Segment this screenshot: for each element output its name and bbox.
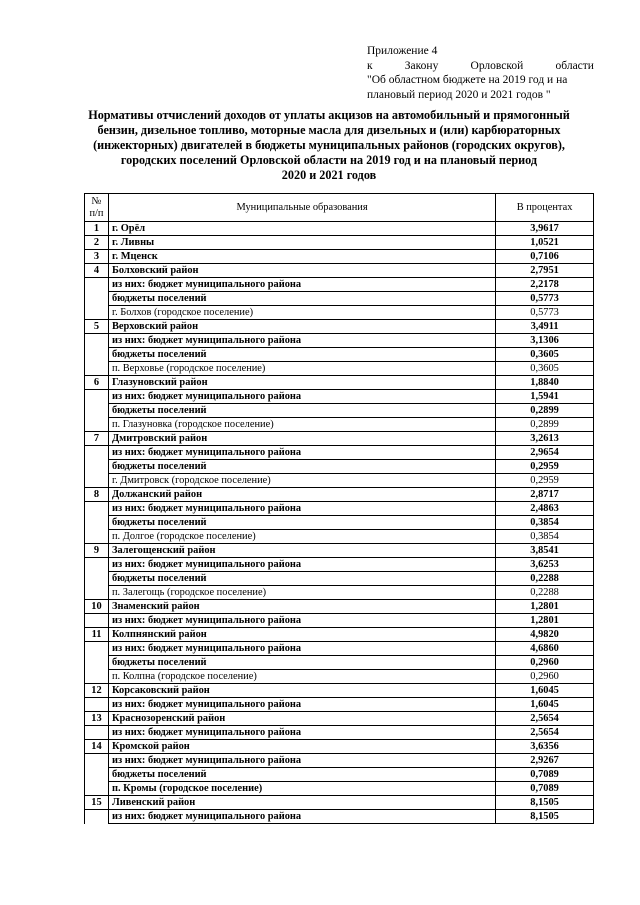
table-row bbox=[85, 782, 594, 796]
table-row bbox=[85, 488, 594, 502]
table-row bbox=[85, 292, 594, 306]
row-number: 11 bbox=[85, 628, 109, 642]
row-number: 12 bbox=[85, 684, 109, 698]
table-header-row bbox=[85, 194, 594, 222]
table-row bbox=[85, 404, 594, 418]
row-number bbox=[85, 404, 109, 418]
municipality-name: Должанский район bbox=[108, 488, 495, 502]
table-row bbox=[85, 740, 594, 754]
percent-value: 1,8840 bbox=[496, 376, 594, 390]
row-number bbox=[85, 642, 109, 656]
table-row bbox=[85, 446, 594, 460]
row-number: 9 bbox=[85, 544, 109, 558]
row-number bbox=[85, 278, 109, 292]
title-line-1: Нормативы отчислений доходов от уплаты акцизов на автомобильный и прямогонный bbox=[88, 108, 570, 122]
percent-value: 0,2959 bbox=[496, 474, 594, 488]
table-row bbox=[85, 810, 594, 824]
municipality-name: из них: бюджет муниципального района bbox=[108, 810, 495, 824]
title-line-2: бензин, дизельное топливо, моторные масла для дизельных и (или) карбюраторных bbox=[97, 123, 561, 137]
percent-value: 2,8717 bbox=[496, 488, 594, 502]
table-row bbox=[85, 768, 594, 782]
table-row bbox=[85, 334, 594, 348]
row-number bbox=[85, 586, 109, 600]
municipality-name: Колпнянский район bbox=[108, 628, 495, 642]
header-number bbox=[85, 194, 109, 222]
municipality-name: бюджеты поселений bbox=[108, 292, 495, 306]
table-row bbox=[85, 418, 594, 432]
table-row bbox=[85, 698, 594, 712]
municipality-name: из них: бюджет муниципального района bbox=[108, 446, 495, 460]
row-number bbox=[85, 754, 109, 768]
row-number bbox=[85, 362, 109, 376]
law-title-line-1: "Об областном бюджете на 2019 год и на bbox=[367, 74, 568, 86]
header-municipality: Муниципальные образования bbox=[108, 194, 495, 222]
table-row bbox=[85, 516, 594, 530]
municipality-name: г. Орёл bbox=[108, 222, 495, 236]
law-title-line-2: плановый период 2020 и 2021 годов " bbox=[367, 88, 551, 101]
municipality-name: из них: бюджет муниципального района bbox=[108, 698, 495, 712]
municipality-name: г. Ливны bbox=[108, 236, 495, 250]
percent-value: 2,5654 bbox=[496, 726, 594, 740]
table-row bbox=[85, 726, 594, 740]
percent-value: 0,2288 bbox=[496, 586, 594, 600]
table-row bbox=[85, 628, 594, 642]
municipality-name: из них: бюджет муниципального района bbox=[108, 726, 495, 740]
percent-value: 8,1505 bbox=[496, 810, 594, 824]
percent-value: 3,6253 bbox=[496, 558, 594, 572]
row-number: 15 bbox=[85, 796, 109, 810]
percent-value: 0,2960 bbox=[496, 656, 594, 670]
municipality-name: из них: бюджет муниципального района bbox=[108, 754, 495, 768]
table-row bbox=[85, 754, 594, 768]
percent-value: 3,4911 bbox=[496, 320, 594, 334]
table-row bbox=[85, 544, 594, 558]
title-line-5: 2020 и 2021 годов bbox=[281, 168, 377, 182]
header-number-line-1: № bbox=[91, 195, 102, 207]
municipality-name: Кромской район bbox=[108, 740, 495, 754]
row-number bbox=[85, 656, 109, 670]
percent-value: 0,2959 bbox=[496, 460, 594, 474]
row-number bbox=[85, 418, 109, 432]
percent-value: 0,5773 bbox=[496, 306, 594, 320]
header-number-line-2: п/п bbox=[89, 207, 104, 219]
municipality-name: Дмитровский район bbox=[108, 432, 495, 446]
table-row bbox=[85, 348, 594, 362]
municipality-name: бюджеты поселений bbox=[108, 404, 495, 418]
municipality-name: п. Залегощь (городское поселение) bbox=[108, 586, 495, 600]
percent-value: 3,1306 bbox=[496, 334, 594, 348]
row-number bbox=[85, 348, 109, 362]
law-word-2: Закону bbox=[404, 59, 439, 72]
municipality-name: из них: бюджет муниципального района bbox=[108, 334, 495, 348]
row-number: 7 bbox=[85, 432, 109, 446]
row-number bbox=[85, 390, 109, 404]
municipality-name: п. Долгое (городское поселение) bbox=[108, 530, 495, 544]
percent-value: 2,9654 bbox=[496, 446, 594, 460]
percent-value: 1,6045 bbox=[496, 684, 594, 698]
row-number: 6 bbox=[85, 376, 109, 390]
row-number bbox=[85, 502, 109, 516]
row-number bbox=[85, 460, 109, 474]
percent-value: 0,3605 bbox=[496, 362, 594, 376]
norms-table bbox=[84, 193, 594, 824]
row-number bbox=[85, 334, 109, 348]
law-word-4: области bbox=[555, 59, 594, 72]
row-number bbox=[85, 572, 109, 586]
table-row bbox=[85, 278, 594, 292]
table-row bbox=[85, 572, 594, 586]
table-row bbox=[85, 712, 594, 726]
percent-value: 2,5654 bbox=[496, 712, 594, 726]
municipality-name: бюджеты поселений bbox=[108, 460, 495, 474]
row-number bbox=[85, 530, 109, 544]
percent-value: 2,7951 bbox=[496, 264, 594, 278]
title-line-3: (инжекторных) двигателей в бюджеты муниципальных районов (городских округов), bbox=[93, 138, 565, 152]
municipality-name: из них: бюджет муниципального района bbox=[108, 614, 495, 628]
municipality-name: Ливенский район bbox=[108, 796, 495, 810]
municipality-name: бюджеты поселений bbox=[108, 348, 495, 362]
row-number bbox=[85, 782, 109, 796]
table-row bbox=[85, 264, 594, 278]
municipality-name: Верховский район bbox=[108, 320, 495, 334]
row-number bbox=[85, 768, 109, 782]
table-row bbox=[85, 390, 594, 404]
municipality-name: Краснозоренский район bbox=[108, 712, 495, 726]
percent-value: 0,5773 bbox=[496, 292, 594, 306]
percent-value: 0,7089 bbox=[496, 782, 594, 796]
title-line-4: городских поселений Орловской области на 2019 год и на плановый период bbox=[120, 153, 538, 167]
law-word-1: к bbox=[367, 59, 373, 72]
municipality-name: п. Колпна (городское поселение) bbox=[108, 670, 495, 684]
table-row bbox=[85, 600, 594, 614]
law-reference bbox=[367, 59, 594, 74]
table-row bbox=[85, 502, 594, 516]
table-row bbox=[85, 656, 594, 670]
row-number bbox=[85, 670, 109, 684]
row-number bbox=[85, 810, 109, 824]
municipality-name: Глазуновский район bbox=[108, 376, 495, 390]
percent-value: 0,2960 bbox=[496, 670, 594, 684]
row-number bbox=[85, 558, 109, 572]
percent-value: 0,7106 bbox=[496, 250, 594, 264]
table-row bbox=[85, 474, 594, 488]
municipality-name: из них: бюджет муниципального района bbox=[108, 502, 495, 516]
appendix-reference bbox=[367, 44, 594, 102]
percent-value: 1,5941 bbox=[496, 390, 594, 404]
municipality-name: п. Кромы (городское поселение) bbox=[108, 782, 495, 796]
percent-value: 1,2801 bbox=[496, 600, 594, 614]
row-number: 3 bbox=[85, 250, 109, 264]
row-number bbox=[85, 474, 109, 488]
row-number: 4 bbox=[85, 264, 109, 278]
table-row bbox=[85, 236, 594, 250]
row-number bbox=[85, 614, 109, 628]
row-number bbox=[85, 726, 109, 740]
municipality-name: Знаменский район bbox=[108, 600, 495, 614]
table-row bbox=[85, 320, 594, 334]
percent-value: 0,3854 bbox=[496, 530, 594, 544]
municipality-name: г. Мценск bbox=[108, 250, 495, 264]
row-number: 13 bbox=[85, 712, 109, 726]
row-number: 2 bbox=[85, 236, 109, 250]
municipality-name: г. Дмитровск (городское поселение) bbox=[108, 474, 495, 488]
municipality-name: п. Глазуновка (городское поселение) bbox=[108, 418, 495, 432]
table-row bbox=[85, 558, 594, 572]
percent-value: 4,6860 bbox=[496, 642, 594, 656]
row-number: 10 bbox=[85, 600, 109, 614]
table-row bbox=[85, 460, 594, 474]
municipality-name: п. Верховье (городское поселение) bbox=[108, 362, 495, 376]
percent-value: 3,8541 bbox=[496, 544, 594, 558]
percent-value: 0,7089 bbox=[496, 768, 594, 782]
table-row bbox=[85, 250, 594, 264]
percent-value: 2,2178 bbox=[496, 278, 594, 292]
percent-value: 3,2613 bbox=[496, 432, 594, 446]
municipality-name: Корсаковский район bbox=[108, 684, 495, 698]
percent-value: 2,4863 bbox=[496, 502, 594, 516]
percent-value: 0,3854 bbox=[496, 516, 594, 530]
row-number: 14 bbox=[85, 740, 109, 754]
row-number bbox=[85, 698, 109, 712]
percent-value: 3,9617 bbox=[496, 222, 594, 236]
table-row bbox=[85, 306, 594, 320]
table-row bbox=[85, 432, 594, 446]
table-row bbox=[85, 684, 594, 698]
percent-value: 0,2899 bbox=[496, 418, 594, 432]
percent-value: 2,9267 bbox=[496, 754, 594, 768]
law-word-3: Орловской bbox=[470, 59, 524, 72]
percent-value: 1,2801 bbox=[496, 614, 594, 628]
table-row bbox=[85, 530, 594, 544]
municipality-name: бюджеты поселений bbox=[108, 516, 495, 530]
document-title bbox=[64, 108, 594, 183]
row-number: 1 bbox=[85, 222, 109, 236]
header-percent: В процентах bbox=[496, 194, 594, 222]
municipality-name: из них: бюджет муниципального района bbox=[108, 278, 495, 292]
table-body bbox=[85, 222, 594, 824]
municipality-name: г. Болхов (городское поселение) bbox=[108, 306, 495, 320]
table-row bbox=[85, 796, 594, 810]
table-row bbox=[85, 222, 594, 236]
table-row bbox=[85, 614, 594, 628]
percent-value: 8,1505 bbox=[496, 796, 594, 810]
municipality-name: бюджеты поселений bbox=[108, 572, 495, 586]
row-number bbox=[85, 446, 109, 460]
table-row bbox=[85, 362, 594, 376]
municipality-name: Болховский район bbox=[108, 264, 495, 278]
table-row bbox=[85, 376, 594, 390]
percent-value: 4,9820 bbox=[496, 628, 594, 642]
percent-value: 1,6045 bbox=[496, 698, 594, 712]
table-row bbox=[85, 586, 594, 600]
appendix-number: Приложение 4 bbox=[367, 45, 438, 57]
row-number bbox=[85, 516, 109, 530]
percent-value: 0,3605 bbox=[496, 348, 594, 362]
percent-value: 1,0521 bbox=[496, 236, 594, 250]
percent-value: 0,2899 bbox=[496, 404, 594, 418]
row-number bbox=[85, 306, 109, 320]
municipality-name: Залегощенский район bbox=[108, 544, 495, 558]
table-row bbox=[85, 670, 594, 684]
municipality-name: из них: бюджет муниципального района bbox=[108, 390, 495, 404]
table-row bbox=[85, 642, 594, 656]
row-number: 5 bbox=[85, 320, 109, 334]
row-number bbox=[85, 292, 109, 306]
municipality-name: бюджеты поселений bbox=[108, 656, 495, 670]
row-number: 8 bbox=[85, 488, 109, 502]
percent-value: 3,6356 bbox=[496, 740, 594, 754]
municipality-name: бюджеты поселений bbox=[108, 768, 495, 782]
municipality-name: из них: бюджет муниципального района bbox=[108, 558, 495, 572]
municipality-name: из них: бюджет муниципального района bbox=[108, 642, 495, 656]
percent-value: 0,2288 bbox=[496, 572, 594, 586]
